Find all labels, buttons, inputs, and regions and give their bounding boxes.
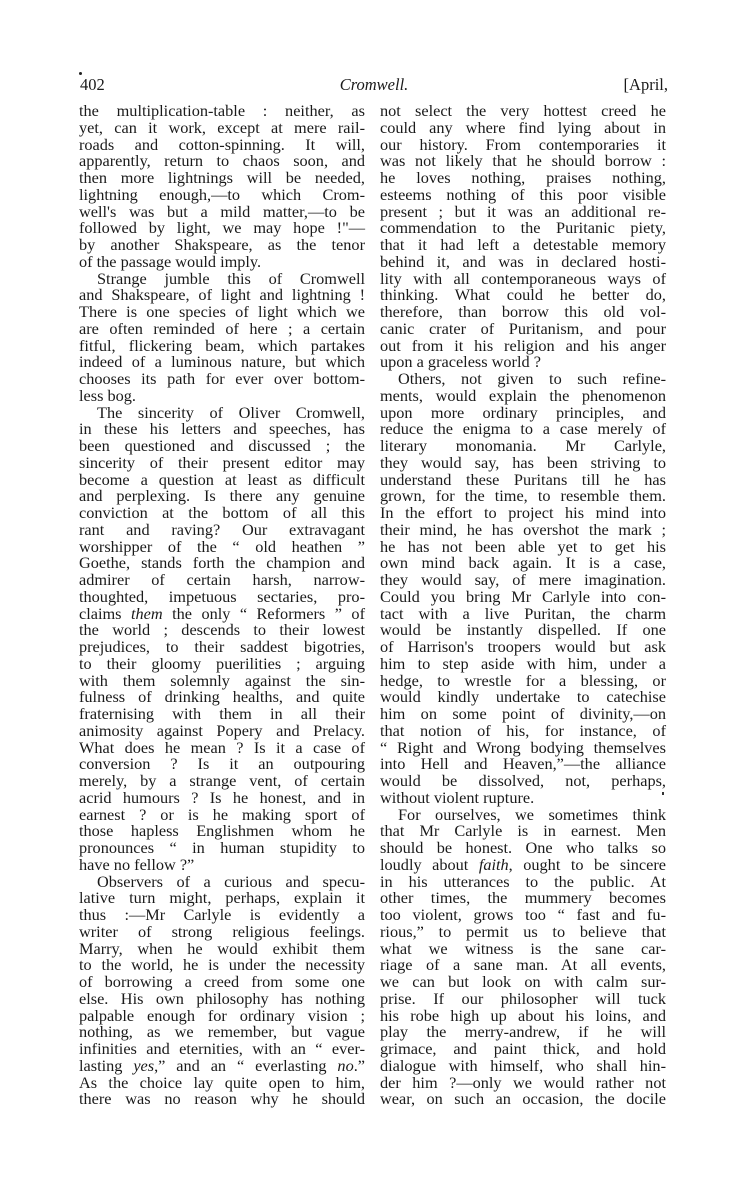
- text-line: been questioned and discussed ; the: [79, 436, 365, 455]
- text-line: canic crater of Puritanism, and pour: [380, 318, 666, 338]
- stray-ink-mark: [662, 792, 664, 795]
- text-line: thoughted, impetuous sectaries, pro-: [79, 586, 365, 606]
- text-line: other times, the mummery becomes: [380, 888, 666, 908]
- issue-month: [April,: [623, 75, 668, 94]
- text-line: we can but look on with calm sur-: [380, 972, 666, 991]
- text-line: lative turn might, perhaps, explain it: [79, 888, 365, 908]
- text-line: they would say, has been striving to: [380, 452, 666, 472]
- text-line: own mind back again. It is a case,: [380, 553, 666, 573]
- text-line: wear, on such an occasion, the docile: [380, 1089, 666, 1109]
- text-line: roads and cotton-spinning. It will,: [79, 134, 365, 154]
- text-line: followed by light, we may hope !"—: [79, 218, 365, 238]
- emphasis: no: [337, 1055, 354, 1075]
- text-line: behind it, and was in declared hosti-: [380, 251, 666, 271]
- text-line: chooses its path for ever over bottom-: [79, 369, 365, 388]
- text-line: pronounces “ in human stupidity to: [79, 838, 365, 857]
- text-line: prejudices, to their saddest bigotries,: [79, 637, 365, 656]
- text-line: claims them the only “ Reformers ” of: [79, 603, 365, 623]
- text-line: worshipper of the “ old heathen ”: [79, 536, 365, 556]
- text-line: would kindly undertake to catechise: [380, 687, 666, 707]
- text-line: to their gloomy puerilities ; arguing: [79, 653, 365, 673]
- text-line: less bog.: [79, 385, 136, 405]
- text-line: thus :—Mr Carlyle is evidently a: [79, 905, 365, 924]
- text-line: was not likely that he should borrow :: [380, 151, 666, 171]
- text-line: he has not been able yet to get his: [380, 536, 666, 556]
- text-line: grown, for the time, to resemble them.: [380, 486, 666, 506]
- text-line: Could you bring Mr Carlyle into con-: [380, 586, 666, 606]
- text-line: understand these Puritans till he has: [380, 469, 666, 489]
- text-line: their mind, he has overshot the mark ;: [380, 519, 666, 539]
- emphasis: faith: [478, 854, 509, 874]
- text-line: with them solemnly against the sin-: [79, 670, 365, 690]
- text-line: by another Shakspeare, as the tenor: [79, 235, 365, 254]
- text-line: animosity against Popery and Prelacy.: [79, 720, 365, 740]
- text-line: upon more ordinary principles, and: [380, 402, 666, 422]
- text-line: lity with all contemporaneous ways of: [380, 268, 666, 288]
- paragraph-start-line: Strange jumble this of Cromwell: [97, 268, 365, 288]
- text-line: have no fellow ?”: [79, 854, 195, 874]
- text-line: him to step aside with him, under a: [380, 653, 666, 673]
- text-line: riage of a sane man. At all events,: [380, 955, 666, 975]
- text-line: there was no reason why he should: [79, 1089, 365, 1109]
- text-line: in his utterances to the public. At: [380, 871, 666, 891]
- text-line: and perplexing. Is there any genuine: [79, 486, 365, 506]
- text-line: else. His own philosophy has nothing: [79, 988, 365, 1008]
- text-line: As the choice lay quite open to him,: [79, 1072, 365, 1092]
- text-line: thinking. What could he better do,: [380, 285, 666, 305]
- text-line: that Mr Carlyle is in earnest. Men: [380, 821, 666, 841]
- running-header: [80, 75, 668, 97]
- text-line: would be dissolved, not, perhaps,: [380, 771, 666, 790]
- text-line: dialogue with himself, who shall hin-: [380, 1055, 666, 1075]
- text-line: that it had left a detestable memory: [380, 235, 666, 254]
- text-line: Goethe, stands forth the champion and: [79, 553, 365, 573]
- emphasis: yes: [133, 1055, 155, 1075]
- text-line: would be instantly dispelled. If one: [380, 620, 666, 640]
- text-line: conviction at the bottom of all this: [79, 503, 365, 522]
- text-line: to the world, he is under the necessity: [79, 955, 365, 975]
- text-line: grimace, and paint thick, and hold: [380, 1039, 666, 1058]
- text-line: earnest ? or is he making sport of: [79, 804, 365, 824]
- text-line: of the passage would imply.: [79, 251, 262, 271]
- text-line: In the effort to project his mind into: [380, 503, 666, 522]
- text-line: rant and raving? Our extravagant: [79, 519, 365, 539]
- text-line: What does he mean ? Is it a case of: [79, 737, 365, 757]
- text-line: rious,” to permit us to believe that: [380, 921, 666, 941]
- text-line: not select the very hottest creed he: [380, 101, 666, 120]
- text-line: him on some point of divinity,—on: [380, 704, 666, 723]
- text-line: then more lightnings will be needed,: [79, 168, 365, 187]
- text-line: fulness of drinking healths, and quite: [79, 687, 365, 707]
- text-line: hedge, to wrestle for a blessing, or: [380, 670, 666, 690]
- text-line: Marry, when he would exhibit them: [79, 938, 365, 958]
- text-line: reduce the enigma to a case merely of: [380, 419, 666, 439]
- left-text-column: [79, 103, 365, 1108]
- text-line: lightning enough,—to which Crom-: [79, 184, 365, 204]
- text-line: the multiplication-table : neither, as: [79, 101, 365, 120]
- text-line: should be honest. One who talks so: [380, 838, 666, 857]
- running-title: Cromwell.: [339, 75, 409, 94]
- text-line: infinities and eternities, with an “ ever-: [79, 1039, 365, 1058]
- paragraph-start-line: The sincerity of Oliver Cromwell,: [97, 402, 365, 422]
- text-line: upon a graceless world ?: [380, 352, 541, 372]
- text-line: therefore, than borrow this old vol-: [380, 302, 666, 321]
- text-line: writer of strong religious feelings.: [79, 921, 365, 941]
- text-line: nothing, as we remember, but vague: [79, 1022, 365, 1042]
- text-line: play the merry-andrew, if he will: [380, 1022, 666, 1042]
- text-line: sincerity of their present editor may: [79, 452, 365, 472]
- text-line: our history. From contemporaries it: [380, 134, 666, 154]
- text-line: he loves nothing, praises nothing,: [380, 168, 666, 187]
- text-line: “ Right and Wrong bodying themselves: [380, 737, 666, 757]
- text-line: merely, by a strange vent, of certain: [79, 771, 365, 790]
- text-line: There is one species of light which we: [79, 302, 365, 321]
- text-line: conversion ? Is it an outpouring: [79, 754, 365, 774]
- text-line: prise. If our philosopher will tuck: [380, 988, 666, 1008]
- text-line: lasting yes,” and an “ everlasting no.”: [79, 1055, 365, 1075]
- paragraph-start-line: Observers of a curious and specu-: [97, 871, 365, 891]
- text-line: present ; but it was an additional re-: [380, 201, 666, 221]
- text-line: esteems nothing of this poor visible: [380, 184, 666, 204]
- text-line: indeed of a luminous nature, but which: [79, 352, 365, 372]
- text-line: they would say, of mere imagination.: [380, 570, 666, 589]
- text-line: of Harrison's troopers would but ask: [380, 637, 666, 656]
- right-text-column: [380, 103, 666, 1108]
- page-number: 402: [80, 75, 105, 94]
- text-line: become a question at least as difficult: [79, 469, 365, 489]
- text-line: are often reminded of here ; a certain: [79, 318, 365, 338]
- text-line: those hapless Englishmen whom he: [79, 821, 365, 841]
- text-line: and Shakspeare, of light and lightning !: [79, 285, 365, 305]
- text-line: tact with a live Puritan, the charm: [380, 603, 666, 623]
- text-line: too violent, grows too “ fast and fu-: [380, 905, 666, 924]
- text-line: of borrowing a creed from some one: [79, 972, 365, 991]
- text-line: literary monomania. Mr Carlyle,: [380, 436, 666, 455]
- paragraph-start-line: Others, not given to such refine-: [398, 369, 666, 388]
- emphasis: them: [130, 603, 163, 623]
- text-line: fitful, flickering beam, which partakes: [79, 335, 365, 355]
- text-line: loudly about faith, ought to be sincere: [380, 854, 667, 874]
- text-line: acrid humours ? Is he honest, and in: [79, 787, 365, 807]
- text-line: yet, can it work, except at mere rail-: [79, 117, 365, 137]
- text-line: that notion of his, for instance, of: [380, 720, 666, 740]
- text-line: ments, would explain the phenomenon: [380, 385, 666, 405]
- text-line: the world ; descends to their lowest: [79, 620, 365, 640]
- text-line: well's was but a mild matter,—to be: [79, 201, 365, 221]
- text-line: apparently, return to chaos soon, and: [79, 151, 365, 171]
- text-line: admirer of certain harsh, narrow-: [79, 570, 365, 589]
- text-line: out from it his religion and his anger: [380, 335, 666, 355]
- text-line: without violent rupture.: [380, 787, 535, 807]
- text-line: fraternising with them in all their: [79, 704, 365, 723]
- text-line: into Hell and Heaven,”—the alliance: [380, 754, 666, 774]
- text-line: his robe high up about his loins, and: [380, 1005, 666, 1025]
- text-line: could any where find lying about in: [380, 117, 666, 137]
- text-line: der him ?—only we would rather not: [380, 1072, 666, 1092]
- text-line: in these his letters and speeches, has: [79, 419, 365, 439]
- paragraph-start-line: For ourselves, we sometimes think: [398, 804, 666, 824]
- text-line: commendation to the Puritanic piety,: [380, 218, 666, 238]
- text-line: what we witness is the sane car-: [380, 938, 666, 958]
- text-line: palpable enough for ordinary vision ;: [79, 1005, 365, 1025]
